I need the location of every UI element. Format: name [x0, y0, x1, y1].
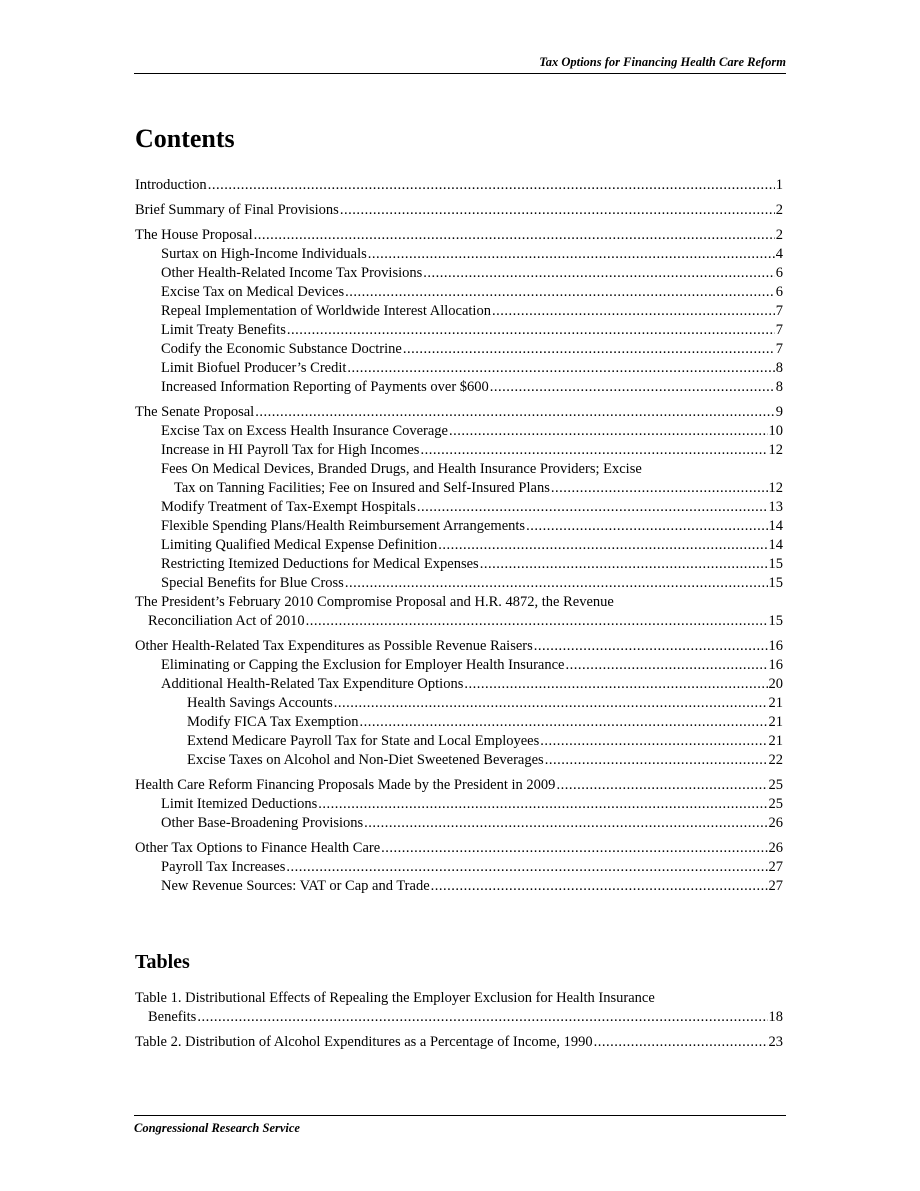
toc-entry-title: Other Health-Related Income Tax Provisions — [161, 265, 423, 281]
dot-leader — [340, 201, 775, 220]
toc-page-number: 26 — [768, 840, 783, 856]
toc-entry-title: Codify the Economic Substance Doctrine — [161, 341, 402, 357]
toc-entry-title: Increase in HI Payroll Tax for High Incomes — [161, 442, 420, 458]
dot-leader — [360, 713, 768, 732]
toc-entry-title: Excise Taxes on Alcohol and Non-Diet Sweetened Beverages — [187, 752, 544, 768]
dot-leader — [381, 839, 767, 858]
table-of-contents — [135, 176, 783, 896]
toc-entry-title: Special Benefits for Blue Cross — [161, 575, 344, 591]
toc-subentry[interactable] — [135, 245, 783, 264]
toc-page-number: 8 — [775, 360, 783, 376]
toc-subentry[interactable] — [135, 359, 783, 378]
dot-leader — [534, 637, 768, 656]
toc-subentry[interactable] — [135, 795, 783, 814]
toc-subentry[interactable] — [135, 858, 783, 877]
dot-leader — [368, 245, 775, 264]
dot-leader — [364, 814, 767, 833]
toc-page-number: 15 — [768, 556, 783, 572]
toc-page-number: 15 — [768, 575, 783, 591]
toc-page-number: 21 — [768, 714, 783, 730]
toc-subentry[interactable] — [135, 877, 783, 896]
dot-leader — [255, 403, 775, 422]
toc-subentry[interactable] — [135, 340, 783, 359]
dot-leader — [403, 340, 775, 359]
toc-entry-title: Other Base-Broadening Provisions — [161, 815, 364, 831]
toc-subsubentry[interactable] — [135, 713, 783, 732]
toc-entry-title: Extend Medicare Payroll Tax for State and Local Employees — [187, 733, 540, 749]
dot-leader — [286, 858, 767, 877]
toc-page-number: 16 — [768, 657, 783, 673]
dot-leader — [449, 422, 768, 441]
toc-page-number: 21 — [768, 695, 783, 711]
dot-leader — [526, 517, 767, 536]
toc-subentry[interactable] — [135, 302, 783, 321]
toc-page-number: 8 — [775, 379, 783, 395]
toc-page-number: 9 — [775, 404, 783, 420]
dot-leader — [438, 536, 767, 555]
toc-entry[interactable] — [135, 226, 783, 245]
toc-page-number: 27 — [768, 859, 783, 875]
toc-subentry[interactable] — [135, 264, 783, 283]
toc-entry-title-line2: Reconciliation Act of 2010 — [148, 613, 305, 629]
toc-page-number: 16 — [768, 638, 783, 654]
dot-leader — [287, 321, 775, 340]
running-footer-text: Congressional Research Service — [134, 1121, 300, 1135]
dot-leader — [254, 226, 775, 245]
toc-entry[interactable] — [135, 637, 783, 656]
toc-subentry[interactable] — [135, 555, 783, 574]
tables-heading: Tables — [135, 951, 190, 973]
toc-page-number: 21 — [768, 733, 783, 749]
toc-page-number: 7 — [775, 303, 783, 319]
toc-subentry[interactable] — [135, 460, 783, 498]
toc-entry-title: Increased Information Reporting of Payments over $600 — [161, 379, 489, 395]
toc-entry-title: The Senate Proposal — [135, 404, 255, 420]
toc-entry-title: New Revenue Sources: VAT or Cap and Trade — [161, 878, 430, 894]
toc-entry-title: Other Health-Related Tax Expenditures as Possible Revenue Raisers — [135, 638, 533, 654]
dot-leader — [208, 176, 775, 195]
toc-page-number: 2 — [775, 202, 783, 218]
toc-page-number: 10 — [768, 423, 783, 439]
toc-page-number: 25 — [768, 777, 783, 793]
toc-page-number: 22 — [768, 752, 783, 768]
dot-leader — [492, 302, 775, 321]
table-entry-title-line2: Benefits — [148, 1009, 197, 1025]
toc-page-number: 14 — [768, 537, 783, 553]
toc-page-number: 4 — [775, 246, 783, 262]
toc-page-number: 12 — [768, 442, 783, 458]
table-page-number: 18 — [768, 1009, 783, 1025]
toc-page-number: 26 — [768, 815, 783, 831]
toc-entry[interactable] — [135, 776, 783, 795]
table-entry-title: Table 2. Distribution of Alcohol Expenditures as a Percentage of Income, 1990 — [135, 1034, 593, 1050]
toc-subentry[interactable] — [135, 574, 783, 593]
toc-page-number: 25 — [768, 796, 783, 812]
toc-page-number: 7 — [775, 322, 783, 338]
toc-entry[interactable] — [135, 593, 783, 631]
table-entry-title-line1: Table 1. Distributional Effects of Repealing the Employer Exclusion for Health Insurance — [135, 990, 655, 1006]
dot-leader — [334, 694, 768, 713]
toc-page-number: 2 — [775, 227, 783, 243]
toc-entry-title: Brief Summary of Final Provisions — [135, 202, 339, 218]
toc-page-number: 14 — [768, 518, 783, 534]
running-header — [134, 55, 786, 74]
toc-subentry[interactable] — [135, 498, 783, 517]
toc-subsubentry[interactable] — [135, 694, 783, 713]
toc-entry-title-line2: Tax on Tanning Facilities; Fee on Insured and Self-Insured Plans — [174, 480, 550, 496]
dot-leader — [197, 1008, 767, 1027]
table-entry[interactable] — [135, 1033, 783, 1052]
dot-leader — [417, 498, 768, 517]
toc-entry-title: Surtax on High-Income Individuals — [161, 246, 367, 262]
toc-entry-title: Restricting Itemized Deductions for Medical Expenses — [161, 556, 479, 572]
running-footer — [134, 1115, 786, 1136]
dot-leader — [318, 795, 767, 814]
toc-subentry[interactable] — [135, 536, 783, 555]
dot-leader — [551, 479, 768, 498]
table-page-number: 23 — [768, 1034, 783, 1050]
toc-entry-title: Excise Tax on Medical Devices — [161, 284, 345, 300]
toc-entry-title-line1: The President’s February 2010 Compromise Proposal and H.R. 4872, the Revenue — [135, 594, 614, 610]
dot-leader — [431, 877, 768, 896]
running-header-title: Tax Options for Financing Health Care Reform — [539, 55, 786, 69]
dot-leader — [345, 283, 775, 302]
toc-page-number: 1 — [775, 177, 783, 193]
toc-page-number: 12 — [768, 480, 783, 496]
toc-subentry[interactable] — [135, 675, 783, 694]
toc-page-number: 20 — [768, 676, 783, 692]
toc-entry[interactable] — [135, 176, 783, 195]
toc-entry-title: Modify Treatment of Tax-Exempt Hospitals — [161, 499, 416, 515]
toc-entry-title: Modify FICA Tax Exemption — [187, 714, 359, 730]
toc-entry-title: Health Savings Accounts — [187, 695, 333, 711]
toc-entry-title: Limit Biofuel Producer’s Credit — [161, 360, 347, 376]
toc-subentry[interactable] — [135, 656, 783, 675]
toc-entry-title-line1: Fees On Medical Devices, Branded Drugs, and Health Insurance Providers; Excise — [161, 461, 642, 477]
dot-leader — [480, 555, 768, 574]
toc-page-number: 13 — [768, 499, 783, 515]
toc-page-number: 15 — [768, 613, 783, 629]
toc-subsubentry[interactable] — [135, 732, 783, 751]
toc-subentry[interactable] — [135, 441, 783, 460]
toc-subentry[interactable] — [135, 378, 783, 397]
toc-entry-title: The House Proposal — [135, 227, 253, 243]
toc-entry[interactable] — [135, 839, 783, 858]
toc-entry-title: Other Tax Options to Finance Health Care — [135, 840, 381, 856]
toc-page-number: 27 — [768, 878, 783, 894]
dot-leader — [306, 612, 768, 631]
dot-leader — [345, 574, 768, 593]
toc-subentry[interactable] — [135, 517, 783, 536]
toc-subentry[interactable] — [135, 283, 783, 302]
dot-leader — [464, 675, 767, 694]
list-of-tables — [135, 989, 783, 1052]
toc-entry-title: Eliminating or Capping the Exclusion for Employer Health Insurance — [161, 657, 565, 673]
toc-entry-title: Limit Itemized Deductions — [161, 796, 318, 812]
toc-entry[interactable] — [135, 201, 783, 220]
toc-entry-title: Flexible Spending Plans/Health Reimbursement Arrangements — [161, 518, 526, 534]
toc-entry-title: Payroll Tax Increases — [161, 859, 286, 875]
dot-leader — [556, 776, 767, 795]
toc-entry-title: Additional Health-Related Tax Expenditure Options — [161, 676, 464, 692]
toc-page-number: 6 — [775, 284, 783, 300]
toc-page-number: 7 — [775, 341, 783, 357]
dot-leader — [423, 264, 774, 283]
toc-subentry[interactable] — [135, 422, 783, 441]
dot-leader — [420, 441, 767, 460]
toc-entry[interactable] — [135, 403, 783, 422]
toc-page-number: 6 — [775, 265, 783, 281]
dot-leader — [490, 378, 775, 397]
dot-leader — [347, 359, 774, 378]
toc-subsubentry[interactable] — [135, 751, 783, 770]
toc-entry-title: Health Care Reform Financing Proposals Made by the President in 2009 — [135, 777, 556, 793]
dot-leader — [540, 732, 767, 751]
toc-entry-title: Introduction — [135, 177, 207, 193]
dot-leader — [594, 1033, 768, 1052]
toc-entry-title: Limiting Qualified Medical Expense Definition — [161, 537, 438, 553]
toc-subentry[interactable] — [135, 814, 783, 833]
toc-entry-title: Excise Tax on Excess Health Insurance Coverage — [161, 423, 448, 439]
toc-entry-title: Repeal Implementation of Worldwide Interest Allocation — [161, 303, 491, 319]
contents-heading: Contents — [135, 124, 235, 153]
toc-entry-title: Limit Treaty Benefits — [161, 322, 286, 338]
table-entry[interactable] — [135, 989, 783, 1027]
dot-leader — [545, 751, 768, 770]
toc-subentry[interactable] — [135, 321, 783, 340]
dot-leader — [565, 656, 767, 675]
